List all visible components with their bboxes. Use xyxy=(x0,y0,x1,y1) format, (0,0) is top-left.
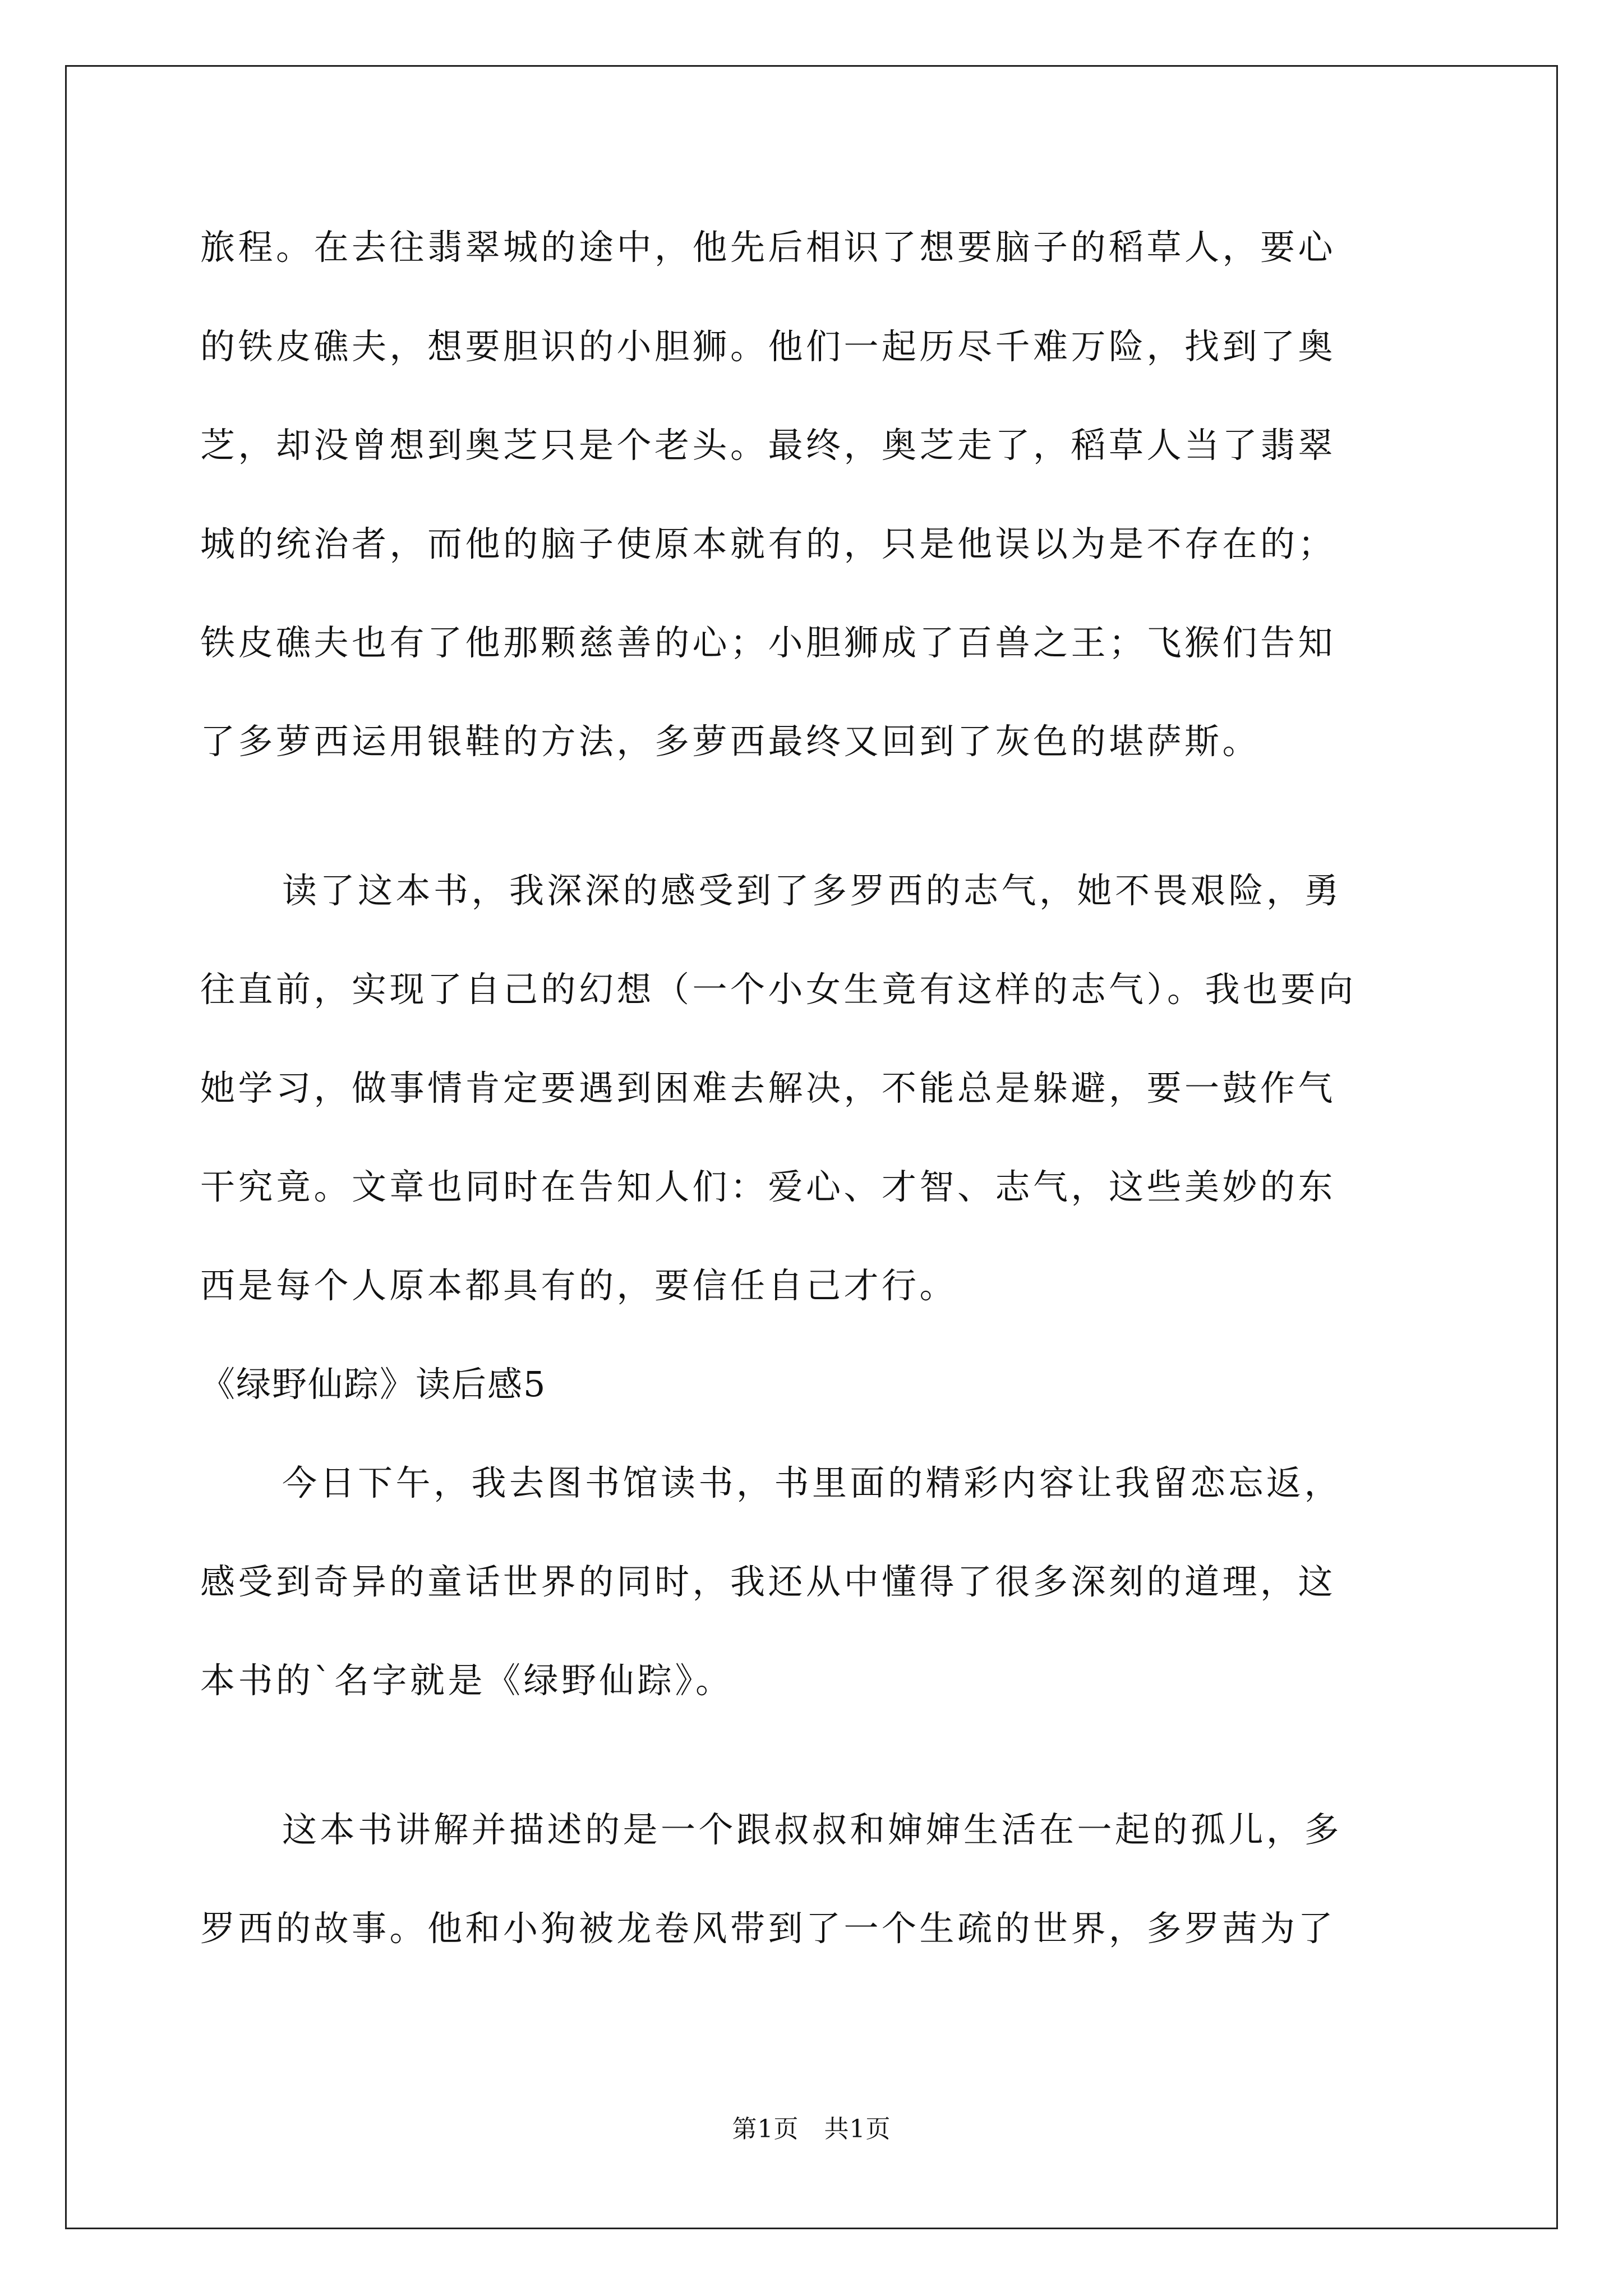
paragraph-start-line: 这本书讲解并描述的是一个跟叔叔和婶婶生活在一起的孤儿，多 xyxy=(282,1809,1343,1850)
text-line: 本书的`名字就是《绿野仙踪》。 xyxy=(200,1660,734,1701)
text-line: 往直前，实现了自己的幻想（一个小女生竟有这样的志气）。我也要向 xyxy=(200,969,1357,1010)
page-footer: 第1页 共1页 xyxy=(732,2115,891,2143)
text-line: 她学习，做事情肯定要遇到困难去解决，不能总是躲避，要一鼓作气 xyxy=(200,1068,1336,1108)
section-heading: 《绿野仙踪》读后感5 xyxy=(200,1364,547,1405)
text-line: 的铁皮礁夫，想要胆识的小胆狮。他们一起历尽千难万险，找到了奥 xyxy=(200,326,1336,367)
text-line: 西是每个人原本都具有的，要信任自己才行。 xyxy=(200,1265,958,1306)
text-line: 罗西的故事。他和小狗被龙卷风带到了一个生疏的世界，多罗茜为了 xyxy=(200,1908,1336,1949)
text-line: 感受到奇异的童话世界的同时，我还从中懂得了很多深刻的道理，这 xyxy=(200,1561,1336,1602)
text-line: 干究竟。文章也同时在告知人们：爱心、才智、志气，这些美妙的东 xyxy=(200,1166,1336,1207)
paragraph-start-line: 今日下午，我去图书馆读书，书里面的精彩内容让我留恋忘返， xyxy=(282,1462,1343,1503)
page-border xyxy=(65,65,1558,2229)
text-line: 城的统治者，而他的脑子使原本就有的，只是他误以为是不存在的； xyxy=(200,523,1336,564)
text-line: 铁皮礁夫也有了他那颗慈善的心；小胆狮成了百兽之王；飞猴们告知 xyxy=(200,622,1336,663)
paragraph-start-line: 读了这本书，我深深的感受到了多罗西的志气，她不畏艰险，勇 xyxy=(282,870,1343,911)
text-line: 了多萝西运用银鞋的方法，多萝西最终又回到了灰色的堪萨斯。 xyxy=(200,721,1261,762)
text-line: 芝，却没曾想到奥芝只是个老头。最终，奥芝走了，稻草人当了翡翠 xyxy=(200,425,1336,466)
text-line: 旅程。在去往翡翠城的途中，他先后相识了想要脑子的稻草人，要心 xyxy=(200,227,1336,268)
